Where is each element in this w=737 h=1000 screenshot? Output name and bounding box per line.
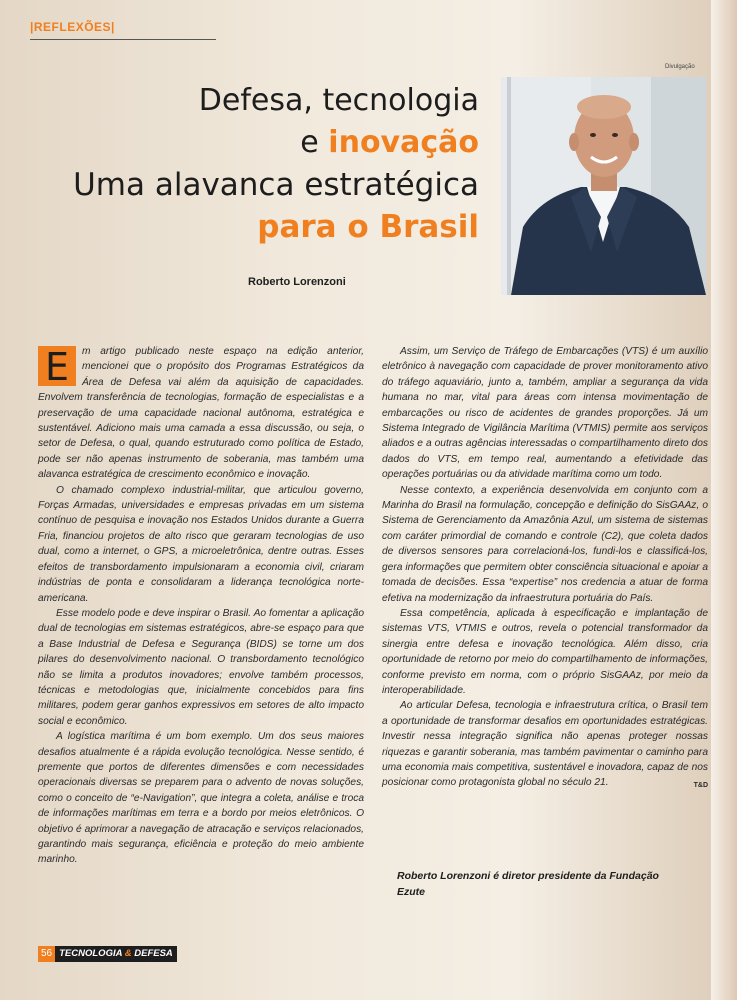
paragraph: A logística marítima é um bom exemplo. Um dos seus maiores desafios atualmente é a rápida evolução tecnológica. Nesse sentido, é premente que portos de diferentes dimensões e com necessidades operacionais diversas se preparem para o advento de novas soluções, como o conceito de “e-Navigation”, que integra a coleta, análise e troca de informações marítimas em terra e a bordo por meios eletrônicos. O objetivo é aprimorar a navegação de atracação e serviços relacionados, garantindo mais segurança, eficiência e proteção do meio ambiente marinho.: [38, 731, 364, 866]
page-edge: [711, 0, 737, 1000]
paragraph: Assim, um Serviço de Tráfego de Embarcações (VTS) é um auxílio eletrônico à navegação com capacidade de prover monitoramento ativo do tráfego aquaviário, junto a, também, ampliar a segurança da vida humana no mar, vital para áreas com intensa movimentação de embarcações ou risco de acidentes de grandes proporções. Já um Sistema Integrado de Vigilância Marítima (VTMIS) permite aos serviços aliados e a outras agências interessadas o compartilhamento direto dos dados do VTS, em tempo real, aumentando a efetividade das operações portuárias ou da atividade marítima como um todo.: [382, 346, 708, 481]
article-title: [73, 80, 479, 248]
title-accent-inovacao: inovação: [328, 125, 479, 160]
section-header: |REFLEXÕES|: [30, 20, 216, 40]
title-line-1: Defesa, tecnologia: [198, 83, 479, 118]
title-line-2: e inovação: [300, 125, 479, 160]
paragraph: Nesse contexto, a experiência desenvolvida em conjunto com a Marinha do Brasil na formulação, concepção e definição do SisGAAz, o Sistema de Gerenciamento da Amazônia Azul, um sistema de sistemas com caráter primordial de comando e controle (C2), que coleta dados de diversos sensores para correlacioná-los, fundi-los e classificá-los, gera informações que permitem obter consciência situacional e apoiar a tomada de decisões. Essa “expertise” nos credencia a atuar de forma efetiva na modernização da infraestrutura portuária do País.: [382, 484, 708, 604]
author-bio: Roberto Lorenzoni é diretor presidente da Fundação Ezute: [397, 870, 659, 898]
article-column-left: [38, 344, 364, 868]
author-byline: Roberto Lorenzoni: [248, 276, 346, 288]
paragraph: E m artigo publicado neste espaço na edição anterior, mencionei que o propósito dos Programas Estratégicos da Área de Defesa vai além da aquisição de capacidades. Envolvem transferência de tecnologias, formação de especialistas e a preservação de uma capacidade nacional autônoma, estratégica e sustentável. Adiciono mais uma camada a essa discussão, ou seja, o setor de Defesa, o qual, quando estruturado como política de Estado, pode ser não apenas instrumento de soberania, mas também uma alavanca estratégica de crescimento econômico e inovação.: [38, 345, 364, 481]
title-line-3: Uma alavanca estratégica: [73, 167, 479, 203]
magazine-name: TECNOLOGIA & DEFESA: [55, 946, 177, 962]
page-footer: [38, 946, 177, 962]
page-number: 56: [38, 946, 55, 962]
title-line-4: para o Brasil: [257, 209, 479, 245]
section-label: REFLEXÕES: [33, 20, 112, 34]
drop-cap: E: [38, 346, 76, 386]
end-mark: T&D: [693, 782, 708, 790]
paragraph: O chamado complexo industrial-militar, que articulou governo, Forças Armadas, universidades e empresas privadas em um sistema contínuo de pesquisa e inovação nos Estados Unidos durante a Guerra Fria, financiou projetos de alto risco que geraram tecnologias de uso dual, como a internet, o GPS, a microeletrônica, dentre outras. Esses efeitos de transbordamento impulsionaram a economia civil, criaram indústrias de ponta e consolidaram a liderança tecnológica norte-americana.: [38, 484, 364, 604]
paragraph: Esse modelo pode e deve inspirar o Brasil. Ao fomentar a aplicação dual de tecnologias em sistemas estratégicos, abre-se espaço para que a Base Industrial de Defesa e Segurança (BIDS) se torne um dos pilares do desenvolvimento nacional. O transbordamento tecnológico não se limita a produtos inovadores; envolve também processos, técnicas e metodologias que, inicialmente concebidos para fins militares, podem gerar ganhos expressivos em setores de alto impacto social e econômico.: [38, 607, 364, 727]
paragraph: Essa competência, aplicada à especificação e implantação de sistemas VTS, VTMIS e outros, revela o potencial transformador da sinergia entre defesa e inovação tecnológica. Além disso, cria oportunidade de retorno por meio do compartilhamento de informações, conforme previsto em norma, com o próprio SisGAAz, por meio da interoperabilidade.: [382, 607, 708, 696]
photo-credit: Divulgação: [665, 64, 695, 70]
paragraph: Ao articular Defesa, tecnologia e infraestrutura crítica, o Brasil tem a oportunidade de transformar desafios em oportunidades estratégicas. Investir nessa integração significa não apenas proteger nossas riquezas e garantir soberania, mas também pavimentar o caminho para uma economia mais competitiva, sustentável e inovadora, capaz de nos posicionar como protagonista global no século 21. T&D: [382, 698, 708, 790]
author-photo: [501, 77, 706, 295]
article-column-right: [382, 344, 708, 794]
author-portrait-image: [501, 77, 706, 295]
